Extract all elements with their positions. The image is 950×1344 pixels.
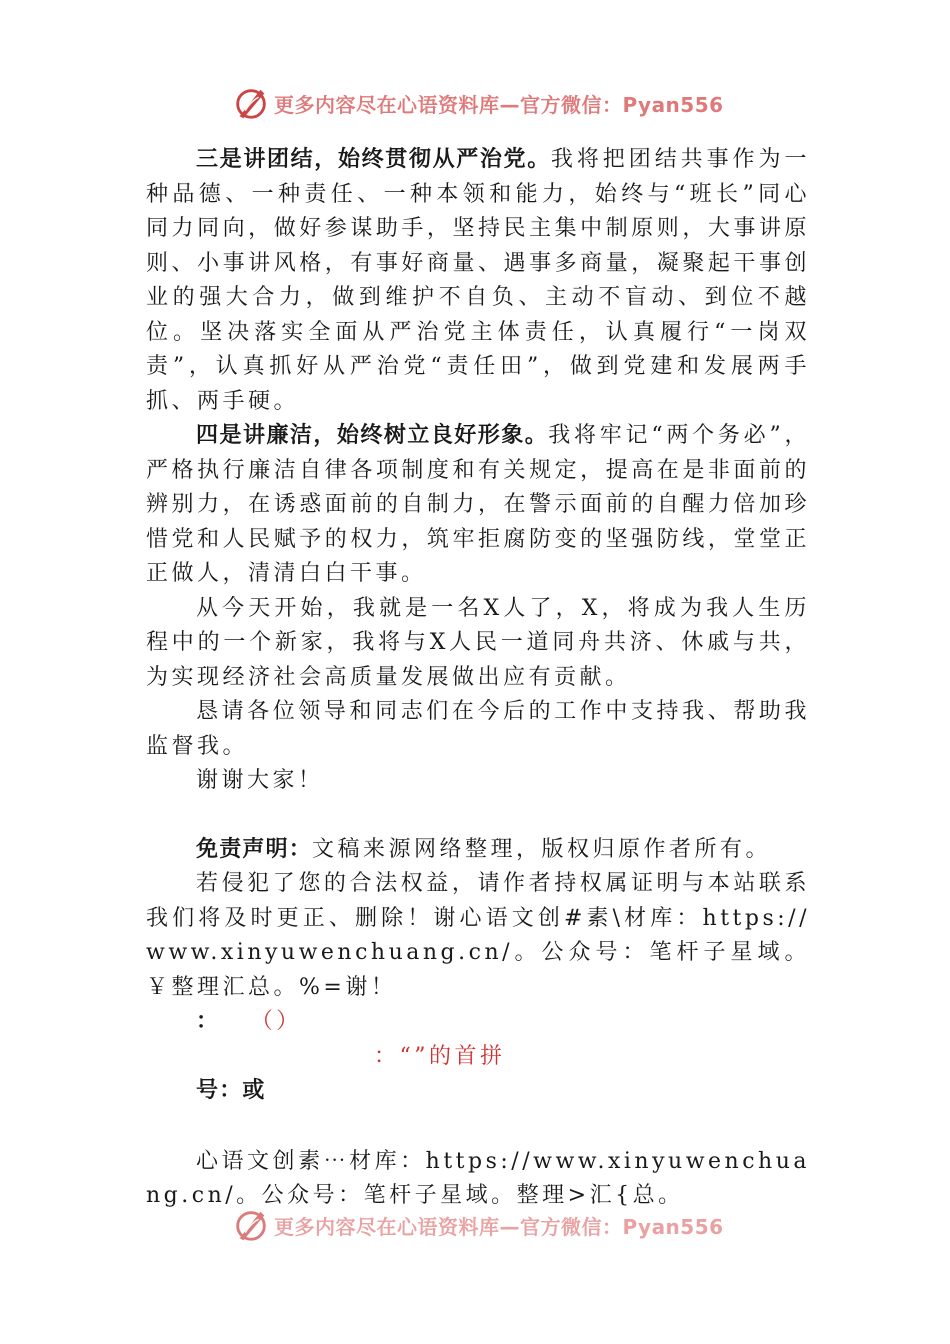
number-or-label: 号：或 xyxy=(196,1078,266,1103)
paragraph-new-home: 从今天开始，我就是一名X人了，X，将成为我人生历程中的一个新家，我将与X人民一道同舟共济、休戚与共，为实现经济社会高质量发展做出应有贡献。 xyxy=(146,595,810,690)
disclaimer-line-4 xyxy=(146,1040,810,1075)
disclaimer-contact: 若侵犯了您的合法权益，请作者持权属证明与本站联系我们将及时更正、删除！谢心语文创#素\材库：https://www.xinyuwenchuang.cn/。公众号：笔杆子星域。￥整理汇总。%=谢！ xyxy=(146,871,810,1000)
disclaimer-line-3 xyxy=(146,1005,810,1040)
paragraph-integrity xyxy=(146,419,810,592)
red-pinyin-note: ：“”的首拼 xyxy=(374,1043,506,1069)
footer-text: 心语文创素⋯材库：https://www.xinyuwenchuang.cn/。公众号：笔杆子星域。整理>汇{总。 xyxy=(146,1148,810,1208)
header-banner xyxy=(232,83,724,123)
quill-logo-icon xyxy=(232,84,270,122)
paragraph-heading: 三是讲团结，始终贯彻从严治党。 xyxy=(196,147,551,172)
banner-text: 更多内容尽在心语资料库—官方微信：Pyan556 xyxy=(274,1214,724,1239)
red-parentheses: （） xyxy=(250,1009,302,1034)
paragraph-text: 我将把团结共事作为一种品德、一种责任、一种本领和能力，始终与“班长”同心同力同向，做好参谋助手，坚持民主集中制原则，大事讲原则、小事讲风格，有事好商量、遇事多商量，凝聚起干事创业的强大合力，做到维护不自负、主动不盲动、到位不越位。坚决落实全面从严治党主体责任，认真履行“一岗双责”，认真抓好从严治党“责任田”，做到党建和发展两手抓、两手硬。 xyxy=(146,147,810,414)
disclaimer-label: 免责声明： xyxy=(196,836,313,862)
spacer xyxy=(146,1109,810,1145)
paragraph-request: 恳请各位领导和同志们在今后的工作中支持我、帮助我监督我。 xyxy=(146,699,810,759)
footer-banner xyxy=(232,1205,724,1245)
document-body xyxy=(146,143,810,1214)
disclaimer-line xyxy=(146,833,810,868)
banner-text: 更多内容尽在心语资料库—官方微信：Pyan556 xyxy=(274,92,724,117)
paragraph-thanks: 谢谢大家！ xyxy=(196,768,324,793)
paragraph-unity xyxy=(146,143,810,419)
disclaimer-line-5 xyxy=(146,1074,810,1109)
quill-logo-icon xyxy=(232,1206,270,1244)
colon-mark: ： xyxy=(196,1009,220,1034)
disclaimer-text: 文稿来源网络整理，版权归原作者所有。 xyxy=(312,836,772,862)
paragraph-heading: 四是讲廉洁，始终树立良好形象。 xyxy=(196,423,549,448)
paragraph-text: 我将牢记“两个务必”，严格执行廉洁自律各项制度和有关规定，提高在是非面前的辨别力，在诱惑面前的自制力，在警示面前的自醒力倍加珍惜党和人民赋予的权力，筑牢拒腐防变的坚强防线，堂堂正正做人，清清白白干事。 xyxy=(146,423,810,586)
spacer xyxy=(146,799,810,833)
